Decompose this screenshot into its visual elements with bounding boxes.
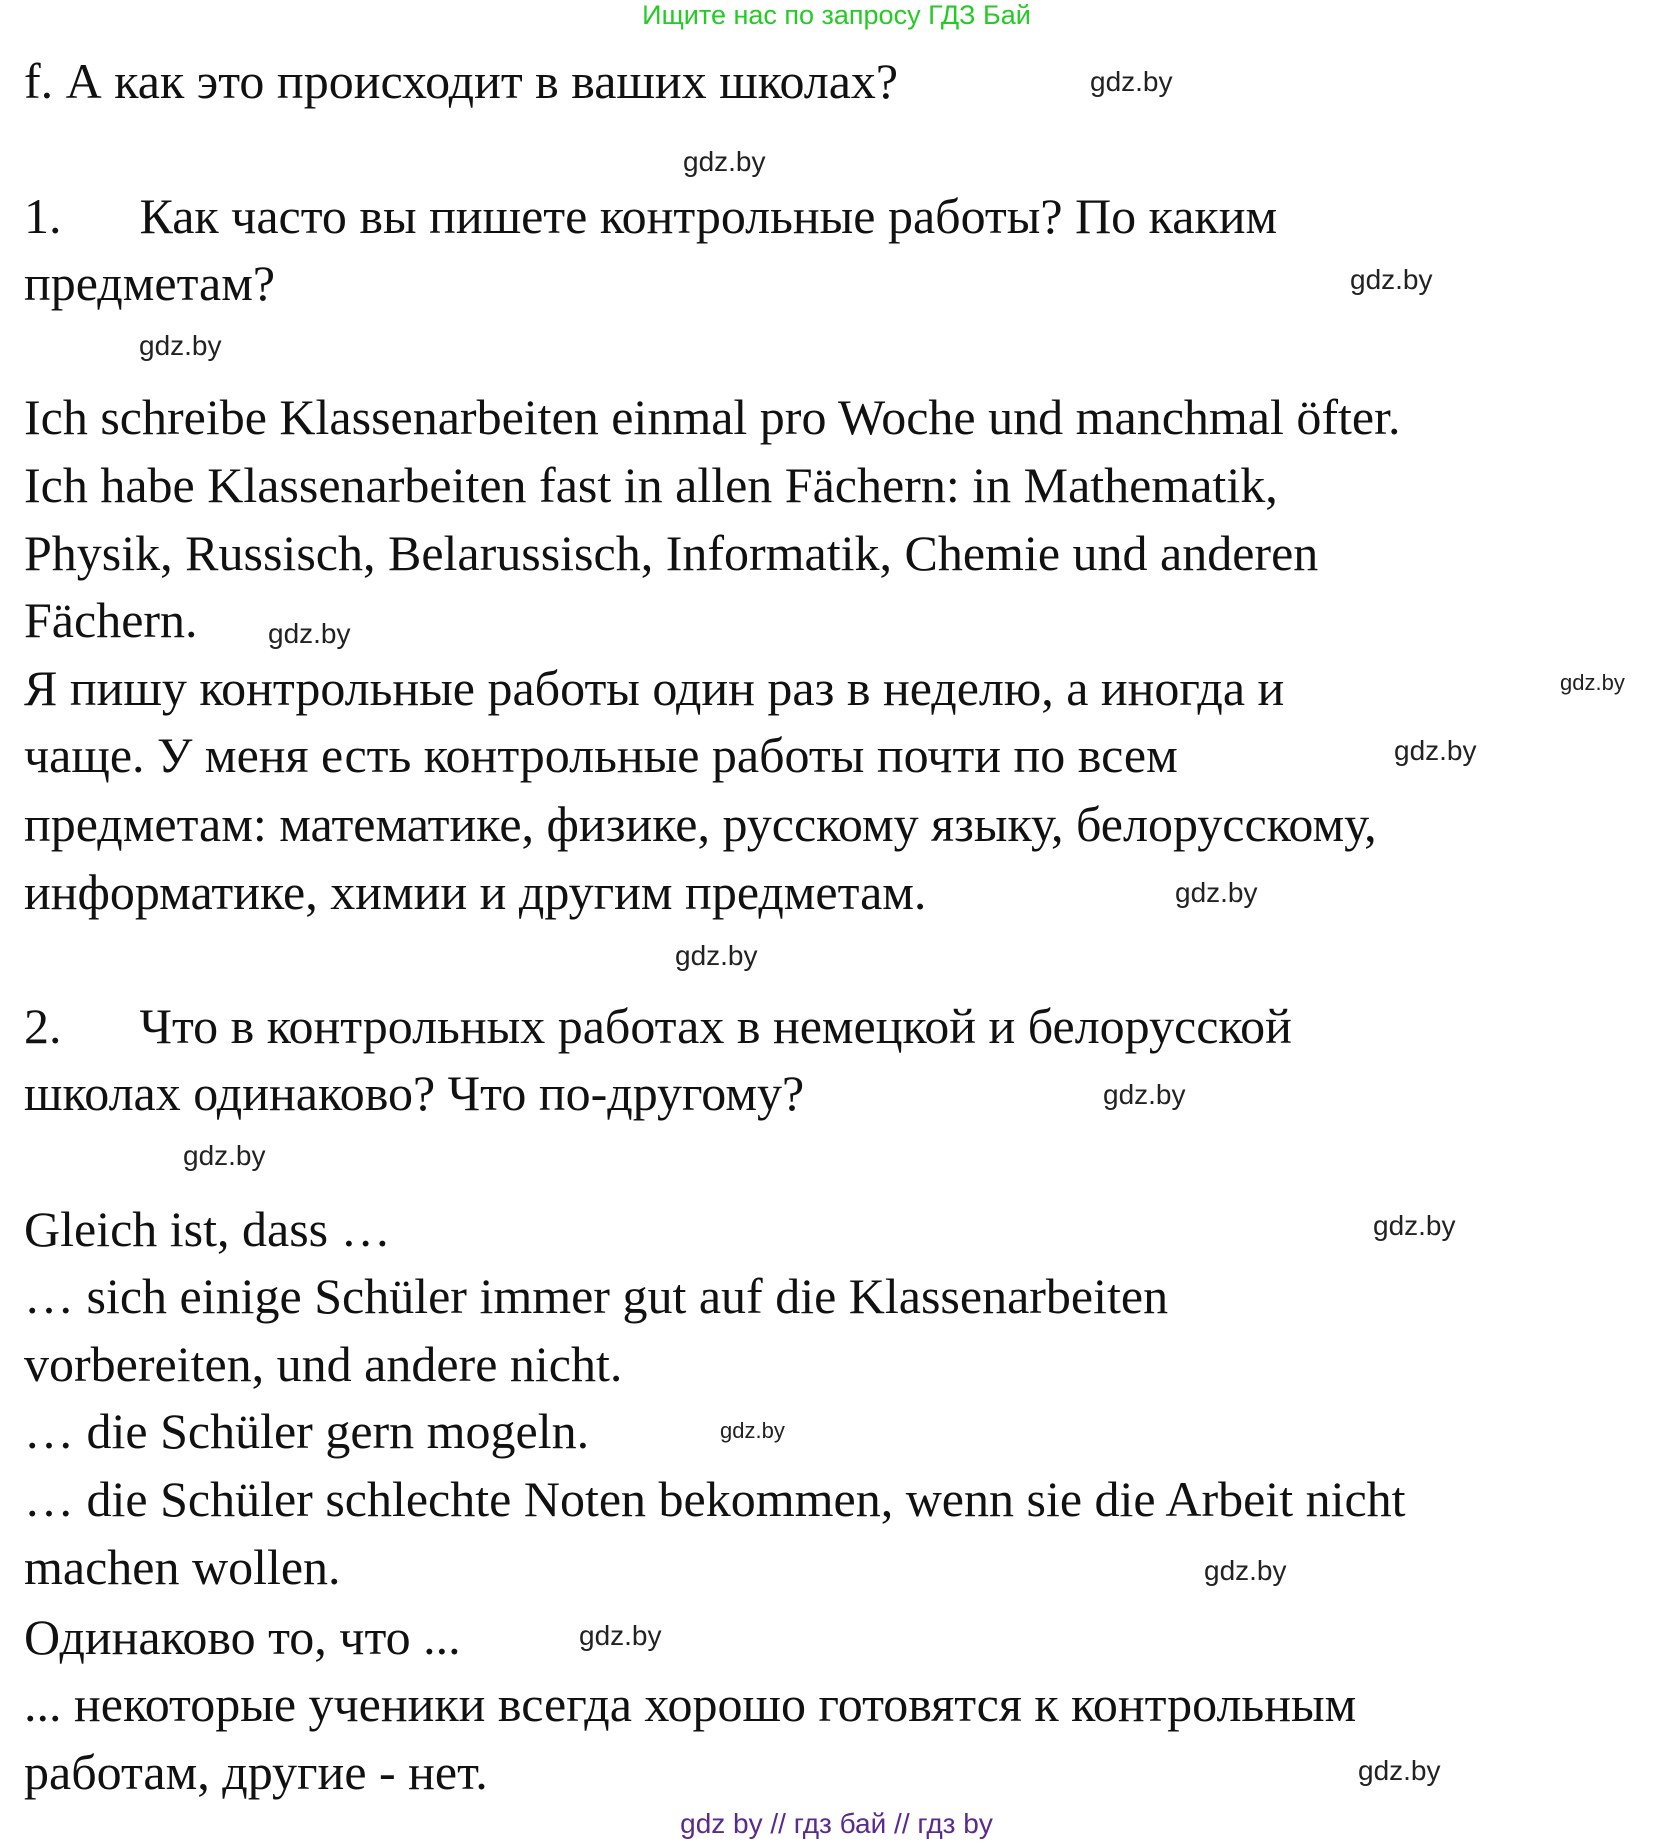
answer-line: machen wollen. [24, 1539, 341, 1595]
answer-line: Я пишу контрольные работы один раз в неделю, а иногда и [24, 660, 1285, 716]
watermark: gdz.by [579, 1620, 662, 1651]
answer-line: Physik, Russisch, Belarussisch, Informatik, Chemie und anderen [24, 525, 1319, 581]
watermark: gdz.by [1090, 66, 1173, 97]
answer-line: Gleich ist, dass … [24, 1201, 391, 1257]
watermark: gdz.by [1175, 877, 1258, 908]
question-number: 1. [24, 188, 62, 244]
watermark: gdz.by [268, 618, 351, 649]
question-text: Как часто вы пишете контрольные работы? По каким [139, 188, 1278, 244]
answer-line: … die Schüler schlechte Noten bekommen, wenn sie die Arbeit nicht [24, 1471, 1406, 1527]
question-2-continued: школах одинаково? Что по-другому? [24, 1065, 805, 1121]
answer-line: Ich habe Klassenarbeiten fast in allen Fächern: in Mathematik, [24, 457, 1278, 513]
answer-line: ... некоторые ученики всегда хорошо готовятся к контрольным [24, 1676, 1357, 1732]
watermark: gdz.by [1560, 670, 1625, 695]
answer-line: … sich einige Schüler immer gut auf die Klassenarbeiten [24, 1268, 1169, 1324]
question-1 [24, 182, 1277, 250]
watermark: gdz.by [683, 146, 766, 177]
watermark: gdz.by [720, 1418, 785, 1443]
answer-line: Ich schreibe Klassenarbeiten einmal pro Woche und manchmal öfter. [24, 389, 1401, 445]
answer-line: информатике, химии и другим предметам. [24, 864, 927, 920]
watermark: gdz.by [1350, 264, 1433, 295]
question-2 [24, 992, 1292, 1060]
question-text: Что в контрольных работах в немецкой и белорусской [139, 998, 1292, 1054]
answer-line: чаще. У меня есть контрольные работы почти по всем [24, 727, 1178, 783]
watermark: gdz.by [139, 330, 222, 361]
watermark: gdz.by [1358, 1755, 1441, 1786]
answer-line: предметам: математике, физике, русскому языку, белорусскому, [24, 796, 1377, 852]
answer-line: Fächern. [24, 592, 198, 648]
header-search-hint: Ищите нас по запросу ГДЗ Бай [642, 0, 1031, 30]
answer-line: vorbereiten, und andere nicht. [24, 1336, 623, 1392]
answer-line: работам, другие - нет. [24, 1744, 488, 1800]
watermark: gdz.by [183, 1140, 266, 1171]
watermark: gdz.by [1394, 735, 1477, 766]
footer-links: gdz by // гдз бай // гдз by [680, 1808, 993, 1839]
watermark: gdz.by [1103, 1079, 1186, 1110]
watermark: gdz.by [1373, 1210, 1456, 1241]
answer-line: Одинаково то, что ... [24, 1609, 461, 1665]
watermark: gdz.by [1204, 1555, 1287, 1586]
question-number: 2. [24, 998, 62, 1054]
section-title: f. А как это происходит в ваших школах? [24, 53, 899, 109]
question-1-continued: предметам? [24, 255, 276, 311]
answer-line: … die Schüler gern mogeln. [24, 1403, 590, 1459]
watermark: gdz.by [675, 940, 758, 971]
